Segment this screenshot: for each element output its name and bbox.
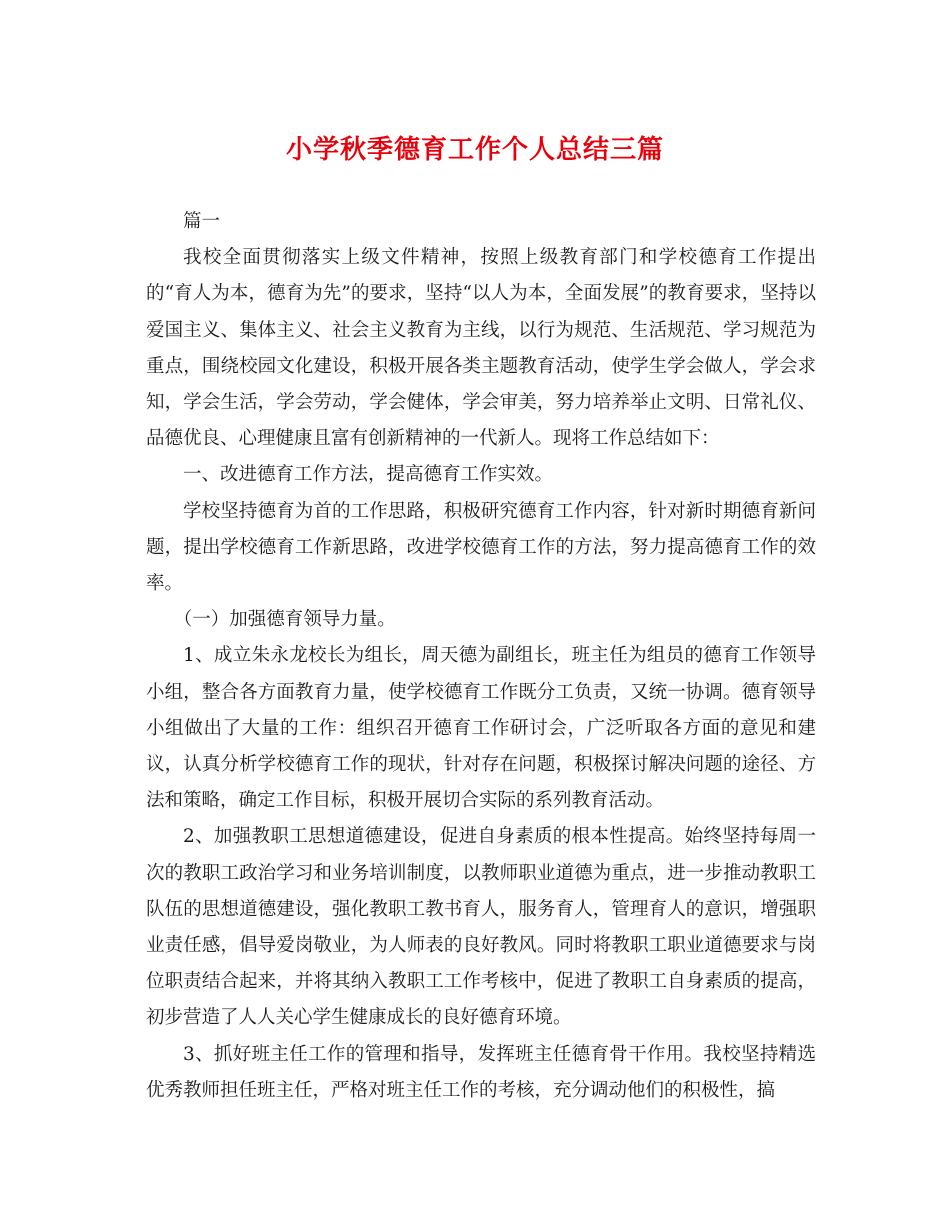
- paragraph: 2、加强教职工思想道德建设，促进自身素质的根本性提高。始终坚持每周一次的教职工政治学习和业务培训制度，以教师职业道德为重点，进一步推动教职工队伍的思想道德建设，强化教职工教书育人，服务育人，管理育人的意识，增强职业责任感，倡导爱岗敬业，为人师表的良好教风。同时将教职工职业道德要求与岗位职责结合起来，并将其纳入教职工工作考核中，促进了教职工自身素质的提高，初步营造了人人关心学生健康成长的良好德育环境。: [146, 826, 816, 1029]
- paragraph: （一）加强德育领导力量。: [173, 609, 396, 631]
- document-body: [146, 204, 816, 1109]
- section-heading: 篇一: [183, 211, 221, 232]
- paragraph: 学校坚持德育为首的工作思路，积极研究德育工作内容，针对新时期德育新问题，提出学校德育工作新思路，改进学校德育工作的方法，努力提高德育工作的效率。: [146, 500, 816, 595]
- document-title: 小学秋季德育工作个人总结三篇: [285, 135, 664, 165]
- paragraph: 3、抓好班主任工作的管理和指导，发挥班主任德育骨干作用。我校坚持精选优秀教师担任班主任，严格对班主任工作的考核，充分调动他们的积极性，搞: [146, 1043, 816, 1101]
- paragraph: 一、改进德育工作方法，提高德育工作实效。: [183, 464, 554, 486]
- paragraph: 我校全面贯彻落实上级文件精神，按照上级教育部门和学校德育工作提出的“育人为本，德育为先”的要求，坚持“以人为本，全面发展”的教育要求，坚持以爱国主义、集体主义、社会主义教育为主线，以行为规范、生活规范、学习规范为重点，围绕校园文化建设，积极开展各类主题教育活动，使学生学会做人，学会求知，学会生活，学会劳动，学会健体，学会审美，努力培养举止文明、日常礼仪、品德优良、心理健康且富有创新精神的一代新人。现将工作总结如下：: [146, 247, 816, 450]
- paragraph: 1、成立朱永龙校长为组长，周天德为副组长，班主任为组员的德育工作领导小组，整合各方面教育力量，使学校德育工作既分工负责，又统一协调。德育领导小组做出了大量的工作：组织召开德育工作研讨会，广泛听取各方面的意见和建议，认真分析学校德育工作的现状，针对存在问题，积极探讨解决问题的途径、方法和策略，确定工作目标，积极开展切合实际的系列教育活动。: [146, 645, 816, 812]
